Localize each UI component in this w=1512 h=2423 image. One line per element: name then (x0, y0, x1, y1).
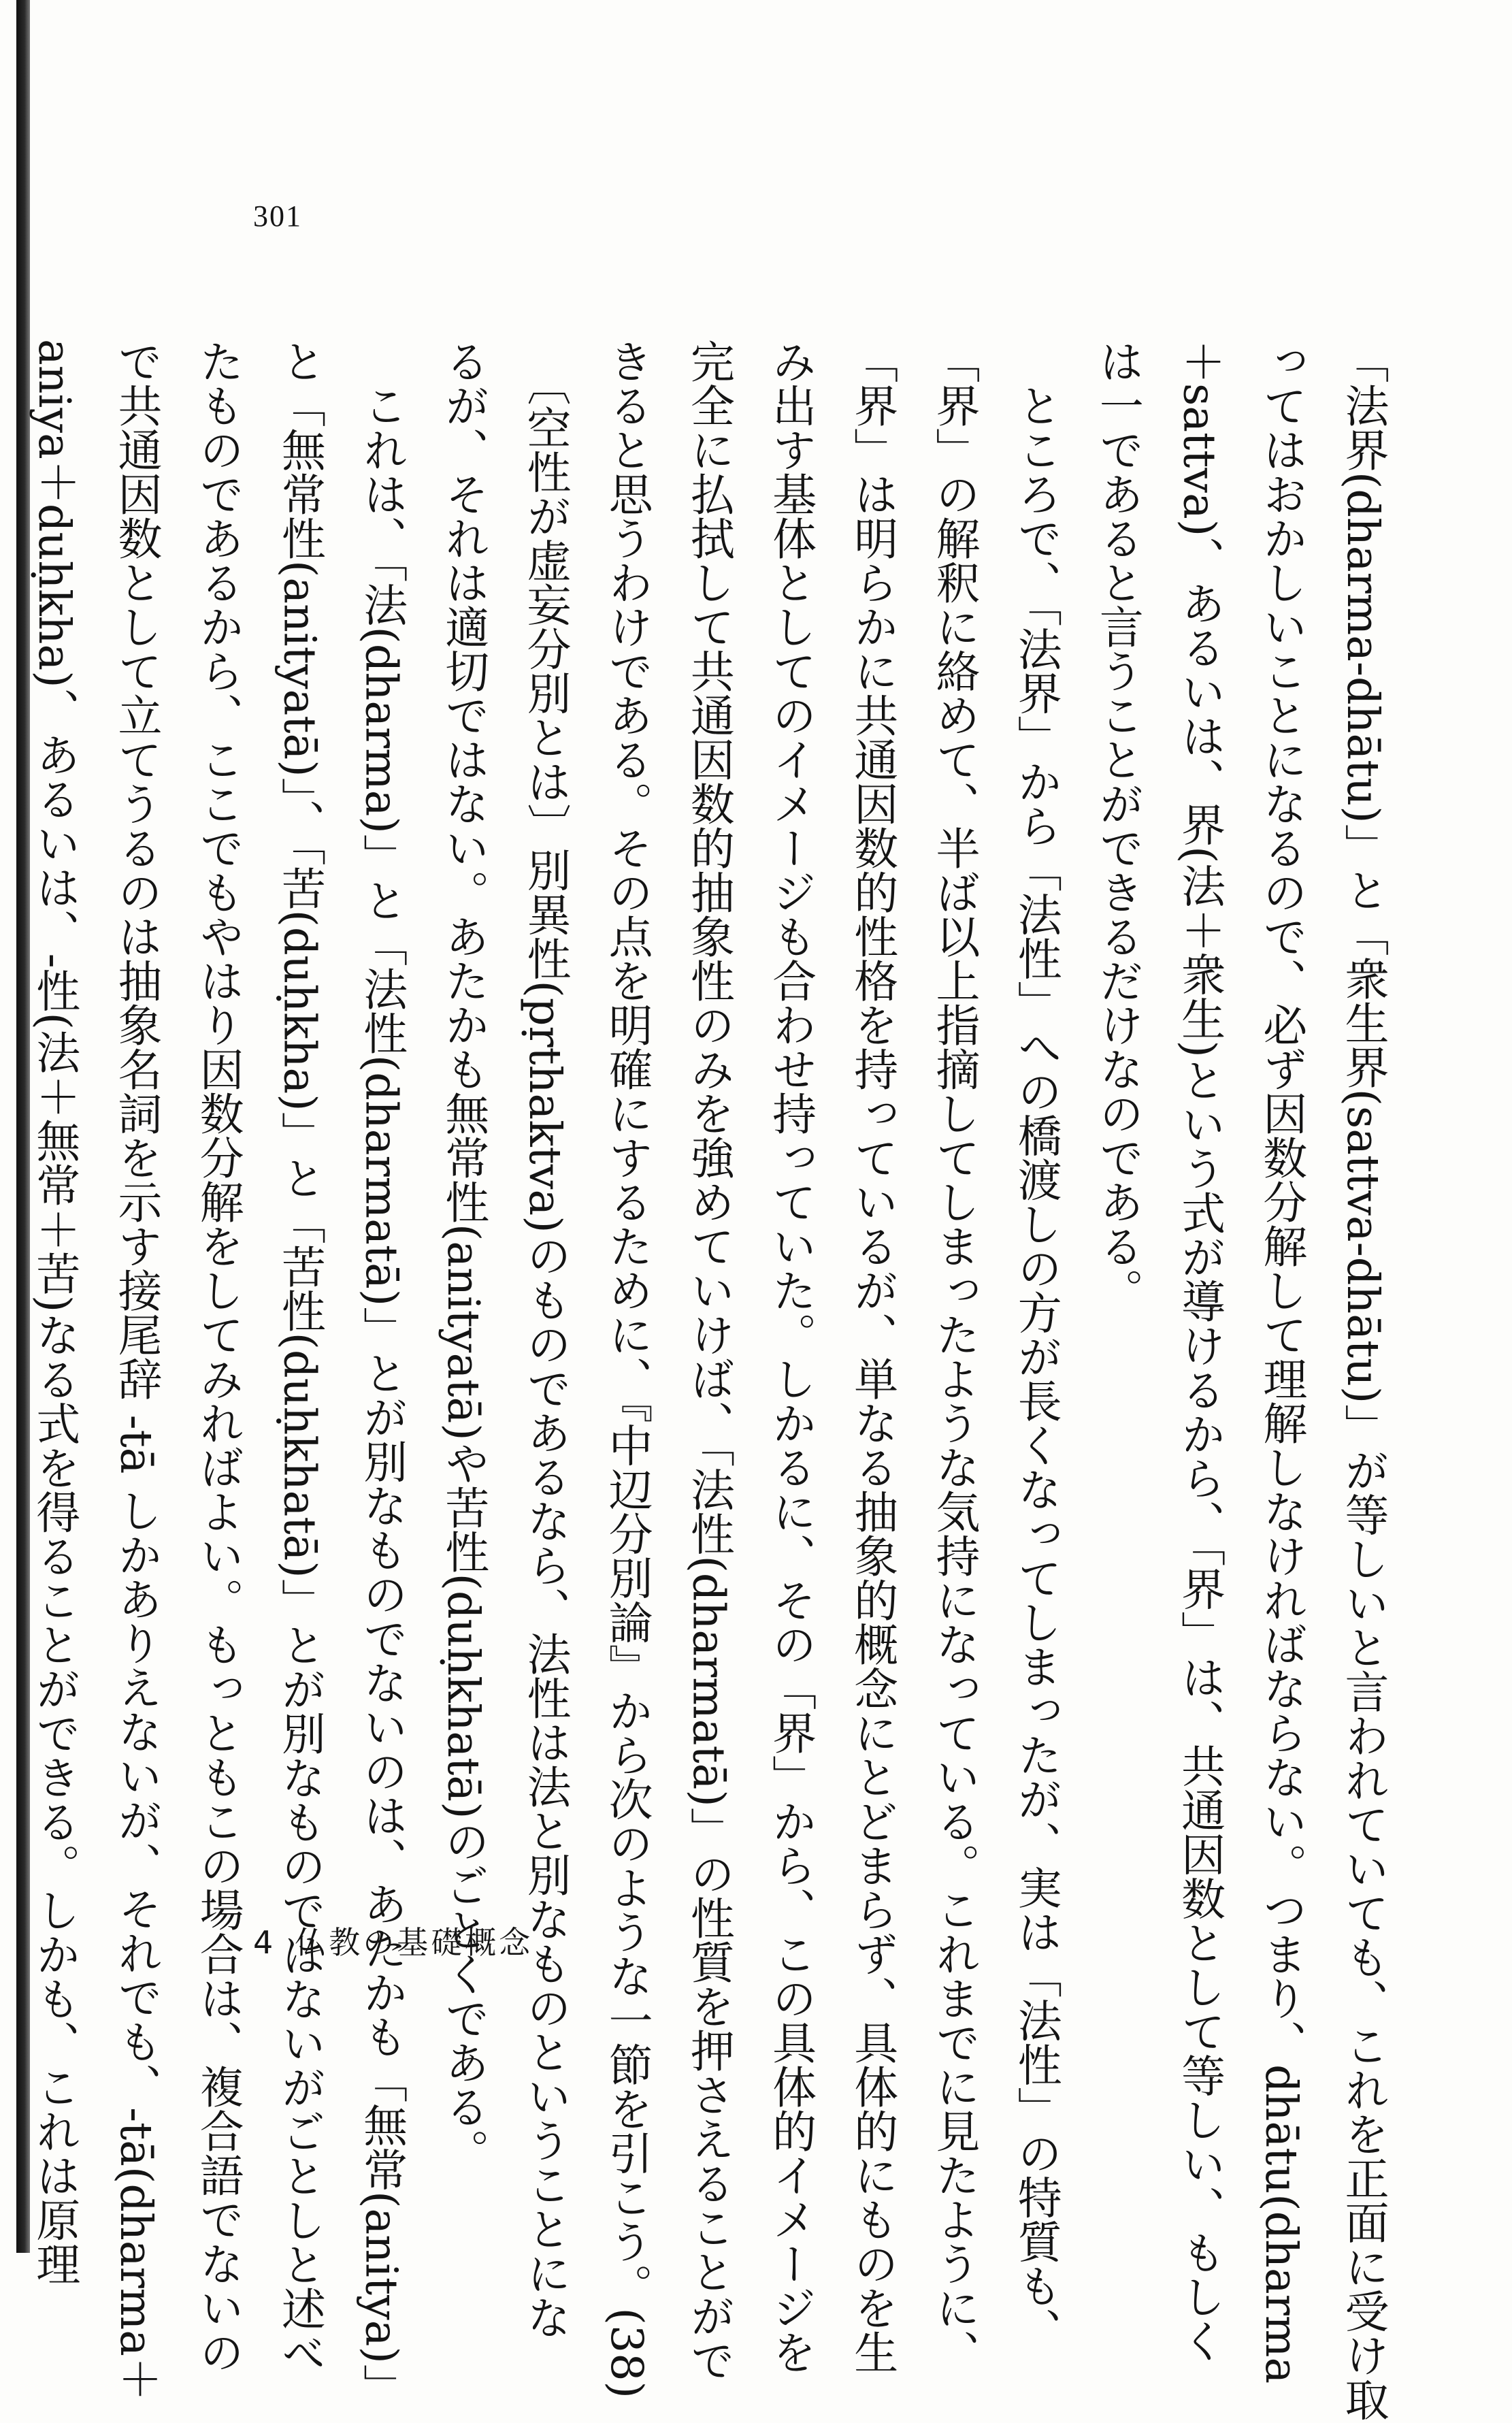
text-line: ところで、「法界」から「法性」への橋渡しの方が長くなってしまったが、実は「法性」の特質も、 (1010, 339, 1062, 2352)
running-head (253, 1918, 533, 1963)
text-line: ＋sattva)、あるいは、界(法＋衆生)という式が導けるから、「界」は、共通因数として等しい、もしく (1173, 339, 1225, 2363)
text-line: は一であると言うことができるだけなのである。 (1091, 339, 1143, 1312)
text-line: これは、「法(dharma)」と「法性(dharmatā)」とが別なものでないのは、あたかも「無常(anitya)」 (355, 339, 407, 2408)
text-line: み出す基体としてのイメージも合わせ持っていた。しかるに、その「界」から、この具体的イメージを (764, 339, 816, 2374)
text-line: ってはおかしいことになるので、必ず因数分解して理解しなければならない。つまり、dhātu(dharma (1255, 339, 1306, 2384)
page-number: 301 (253, 199, 302, 233)
text-line: るが、それは適切ではない。あたかも無常性(anityatā)や苦性(duḥkhatā)のごとくである。 (437, 339, 489, 2173)
text-line: たものであるから、ここでもやはり因数分解をしてみればよい。もっともこの場合は、複合語でないの (192, 339, 244, 2374)
text-line: 「法界(dharma-dhātu)」と「衆生界(sattva-dhātu)」が等しいと言われていても、これを正面に受け取 (1337, 339, 1388, 2422)
text-line: aniya＋duḥkha)、あるいは、-性(法＋無常＋苦)なる式を得ることができる。しかも、これは原理 (28, 339, 80, 2286)
text-line: 完全に払拭して共通因数的抽象性のみを強めていけば、「法性(dharmatā)」の性質を押さえることがで (683, 339, 734, 2382)
chapter-number: 4 (253, 1924, 276, 1961)
text-line: 〔空性が虚妄分別とは〕別異性(pṛthaktva)のものであるなら、法性は法と別なものということにな (519, 339, 570, 2339)
text-line (0, 339, 13, 1857)
text-line: と「無常性(anityatā)」、「苦(duḥkha)」と「苦性(duḥkhatā)」とが別なものではないがごとしと述べ (274, 339, 325, 2375)
text-line: 「界」の解釈に絡めて、半ば以上指摘してしまったような気持になっている。これまでに見たように、 (927, 339, 979, 2374)
text-line: で共通因数として立てうるのは抽象名詞を示す接尾辞 -tā しかありえないが、それでも、-tā(dharma＋ (110, 339, 161, 2401)
chapter-title: 仏教の基礎概念 (295, 1924, 533, 1961)
text-line: きると思うわけである。その点を明確にするために、『中辺分別論』から次のような一節を引こう。(38) (601, 339, 653, 2398)
text-line: 「界」は明らかに共通因数的性格を持っているが、単なる抽象的概念にとどまらず、具体的にものを生 (846, 339, 898, 2374)
